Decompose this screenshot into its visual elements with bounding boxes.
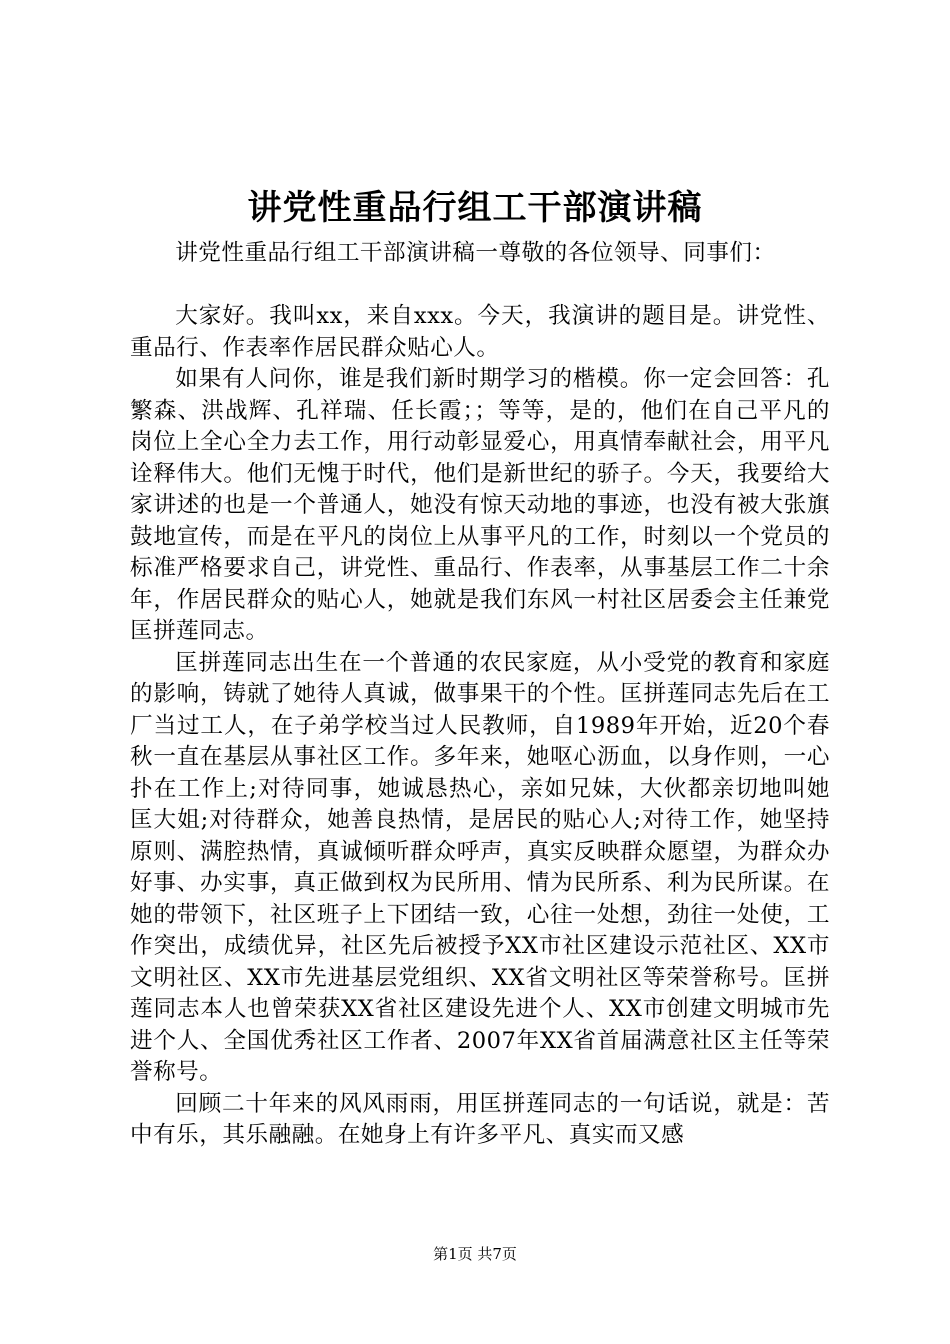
paragraph-greeting: 大家好。我叫xx，来自xxx。今天，我演讲的题目是。讲党性、重品行、作表率作居民群众贴心人。 [130, 303, 830, 361]
document-title: 讲党性重品行组工干部演讲稿 [247, 188, 703, 228]
page-number-footer: 第1页 共7页 [433, 1245, 517, 1263]
paragraph-opening: 讲党性重品行组工干部演讲稿一尊敬的各位领导、同事们： [175, 240, 776, 266]
paragraph-review: 回顾二十年来的风风雨雨，用匡拼莲同志的一句话说，就是：苦中有乐，其乐融融。在她身上有许多平凡、真实而又感 [130, 1090, 830, 1148]
paragraph-role-models: 如果有人问你，谁是我们新时期学习的楷模。你一定会回答：孔繁森、洪战辉、孔祥瑞、任长霞；；等等，是的，他们在自己平凡的岗位上全心全力去工作，用行动彰显爱心，用真情奉献社会，用平凡诠释伟大。他们无愧于时代，他们是新世纪的骄子。今天，我要给大家讲述的也是一个普通人，她没有惊天动地的事迹，也没有被大张旗鼓地宣传，而是在平凡的岗位上从事平凡的工作，时刻以一个党员的标准严格要求自己，讲党性、重品行、作表率，从事基层工作二十余年，作居民群众的贴心人，她就是我们东风一村社区居委会主任兼党匡拼莲同志。 [130, 366, 830, 644]
document-body [130, 238, 830, 1152]
paragraph-biography: 匡拼莲同志出生在一个普通的农民家庭，从小受党的教育和家庭的影响，铸就了她待人真诚，做事果干的个性。匡拼莲同志先后在工厂当过工人，在子弟学校当过人民教师，自1989年开始，近20个春秋一直在基层从事社区工作。多年来，她呕心沥血，以身作则，一心扑在工作上;对待同事，她诚恳热心，亲如兄妹，大伙都亲切地叫她匡大姐;对待群众，她善良热情，是居民的贴心人;对待工作，她坚持原则、满腔热情，真诚倾听群众呼声，真实反映群众愿望，为群众办好事、办实事，真正做到权为民所用、情为民所系、利为民所谋。在她的带领下，社区班子上下团结一致，心往一处想，劲往一处使，工作突出，成绩优异，社区先后被授予XX市社区建设示范社区、XX市文明社区、XX市先进基层党组织、XX省文明社区等荣誉称号。匡拼莲同志本人也曾荣获XX省社区建设先进个人、XX市创建文明城市先进个人、全国优秀社区工作者、2007年XX省首届满意社区主任等荣誉称号。 [130, 649, 830, 1085]
